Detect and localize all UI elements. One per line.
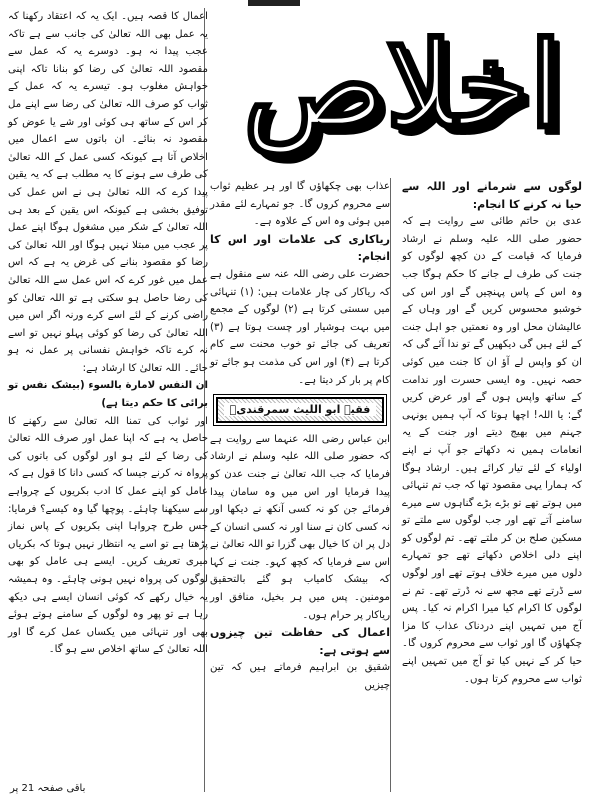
paragraph: اور ثواب کی تمنا اللہ تعالیٰ سے رکھنے کا حاصل یہ ہے کہ اپنا عمل اور صرف اللہ تعالیٰ کی رضا کے لئے ہو اور لوگوں کی باتوں کی پرواہ نہ کرنے جیسا کہ کسی دانا کا قول ہے کہ عامل کو اپنے عمل کا ادب بکریوں کے چرواہے سے سیکھنا چاہئے۔ پوچھا گیا وہ کیسے؟ فرمایا: جس طرح چرواہا اپنی بکریوں کے پاس نماز پڑھتا ہے تو اسے یہ انتظار نہیں ہوتا کہ بکریاں میری تعریف کریں۔ ایسے ہی عامل کو بھی لوگوں کی پرواہ نہیں ہونی چاہئے۔ وہ ہمیشہ یہ خیال رکھے کہ کوئی انسان ایسے ہی دیکھ رہا ہے تو پھر وہ لوگوں کے سامنے ہوتے ہوئے بھی اور تنہائی میں یکساں عمل کرے گا اور اللہ تعالیٰ کے ساتھ اخلاص سے ہو گا۔ — [8, 415, 208, 656]
boxed-heading-label: فقیہ ابو اللیث سمرقندیؒ — [224, 403, 377, 416]
paragraph: ابن عباس رضی اللہ عنہما سے روایت ہے کہ حضور صلی اللہ علیہ وسلم نے ارشاد فرمایا کہ جب اللہ تعالیٰ نے جنت عدن کو پیدا فرمایا اور اس میں وہ سامان پیدا فرمائے جن کو نہ کسی آنکھ نے دیکھا اور نہ کسی کان نے سنا اور نہ کسی انسان کے دل پر ان کا خیال بھی گزرا تو اللہ تعالیٰ نے اس سے فرمایا کہ کچھ کہو۔ جنت نے کہا کہ بیشک کامیاب ہو گئے بالتحقیق مومنین۔ پس میں ہر بخیل، منافق اور ریاکار پر حرام ہوں۔ — [210, 433, 390, 621]
section-heading: لوگوں سے شرمانے اور اللہ سے حیا نہ کرنے کا انجام: — [402, 180, 582, 211]
middle-column — [210, 178, 390, 695]
column-divider — [390, 178, 391, 792]
page-title: اخلاص — [243, 15, 562, 154]
paragraph: شقیق بن ابراہیم فرماتے ہیں کہ تین چیزیں — [210, 662, 390, 692]
quote: ان النفس لامارة بالسوء (بیشک نفس تو برائی کا حکم دیتا ہے) — [8, 380, 208, 410]
section-heading: ریاکاری کی علامات اور اس کا انجام: — [210, 232, 390, 264]
left-column — [8, 8, 208, 659]
top-bar — [248, 0, 300, 6]
right-column — [402, 178, 582, 688]
continuation-note: باقی صفحہ 21 پر — [10, 783, 86, 794]
section-heading: اعمال کی حفاظت تین چیزوں سے ہوتی ہے: — [210, 626, 390, 657]
paragraph: حضرت علی رضی اللہ عنہ سے منقول ہے کہ ریاکار کی چار علامات ہیں: (۱) تنہائی میں سستی کرتا ہے (۲) لوگوں کے مجمع میں بہت ہوشیار اور چست ہوتا ہے (۳) تعریف کی جائے تو خوب محنت سے کام کرتا ہے (۴) اور اس کی مذمت ہو جائے تو کام پر بار کر دیتا ہے۔ — [210, 268, 390, 386]
paragraph: عدی بن حاتم طائی سے روایت ہے کہ حضور صلی اللہ علیہ وسلم نے ارشاد فرمایا کہ قیامت کے دن کچھ لوگوں کو جنت کی طرف لے جانے کا حکم ہوگا جب وہ اس کے پاس پہنچیں گے اور اس کی خوشبو محسوس کریں گے اور وہاں کے عالیشان محل اور وہ نعمتیں جو اہل جنت کے لئے ہیں گی دیکھیں گے تو ندا آئے گی کہ ان کو واپس لے آؤ ان کا جنت میں کوئی حصہ نہیں۔ وہ ایسی حسرت اور ندامت کے ساتھ واپس ہوں گے اور عرض کریں گے: یا اللہ! اچھا ہوتا کہ آپ ہمیں یونہی جہنم میں بھیج دیتے اور جنت کے یہ انعامات ہمیں نہ دکھاتے جو آپ نے اپنے اولیاء کے لئے تیار کرائے ہیں۔ ارشاد ہوگا کہ ہمارا یہی مقصود تھا کہ جب تم تنہائی میں ہوتے تھے تو بڑے بڑے گناہوں سے میرے سامنے آتے تھے اور جب لوگوں سے ملتے تو مسکین صلح بن کر ملتے تھے۔ تم لوگوں کو اپنے دلی اخلاص دکھاتے تھے جو تمہارے دلوں میں میرے خلاف ہوتے تھے اور لوگوں سے ڈرتے تھے مجھ سے نہ ڈرتے تھے۔ تم نے لوگوں کا اکرام کیا میرا اکرام نہ کیا۔ پس آج میں تمہیں اپنے دردناک عذاب کا مزا چکھاؤں گا اور ثواب سے محروم کروں گا۔ حیا کر کے نہیں کیا تو آج میں تمہیں اپنے ثواب سے محروم کرتا ہوں۔ — [402, 216, 582, 685]
paragraph: عذاب بھی چکھاؤں گا اور ہر عظیم ثواب سے محروم کروں گا۔ جو تمہارے لئے مقدر میں ہوئی وہ اس کے علاوہ ہے۔ — [210, 181, 390, 228]
title-area — [212, 12, 582, 172]
boxed-heading — [216, 397, 384, 423]
paragraph: اعمال کا قصہ ہیں۔ ایک یہ کہ اعتقاد رکھنا کہ یہ عمل بھی اللہ تعالیٰ کی جانب سے ہے تاکہ عجب پیدا نہ ہو۔ دوسرے یہ کہ عمل سے مقصود اللہ تعالیٰ کی رضا کو بنانا تاکہ اپنی خواہش مغلوب ہو۔ تیسرے یہ کہ عمل کے ثواب کو صرف اللہ تعالیٰ کی رضا سے اپنے مل کر اس کے ساتھ ہی کوئی اور شے یا عوض کو مقصود نہ بنائے۔ ان باتوں سے اعمال میں اخلاص آتا ہے کیونکہ کسی عمل کے اللہ تعالیٰ کی طرف سے ہونے کا یہ مطلب ہے کہ یہ یقین پیدا کرے کہ اللہ تعالیٰ ہی نے اس عمل کی توفیق بخشی ہے کیونکہ اس یقین کے بعد ہی اللہ تعالیٰ کے شکر میں مشغول ہوگا اپنے عمل پر عجب میں مبتلا نہیں ہوگا اور اللہ تعالیٰ کی رضا کو مقصود بنانے کی غرض یہ ہے کہ اس عمل میں غور کرے کہ اس عمل سے اللہ تعالیٰ کی رضا حاصل ہو سکتی ہے تو اللہ تعالیٰ کو راضی کرنے کے لئے اسے کرے ورنہ اگر اس میں اللہ تعالیٰ کی رضا کو کوئی پہلو نہیں تو اسے نہ کرے تاکہ خواہش نفسانی پر عمل نہ ہو جائے۔ اللہ تعالیٰ کا ارشاد ہے: — [8, 11, 208, 374]
